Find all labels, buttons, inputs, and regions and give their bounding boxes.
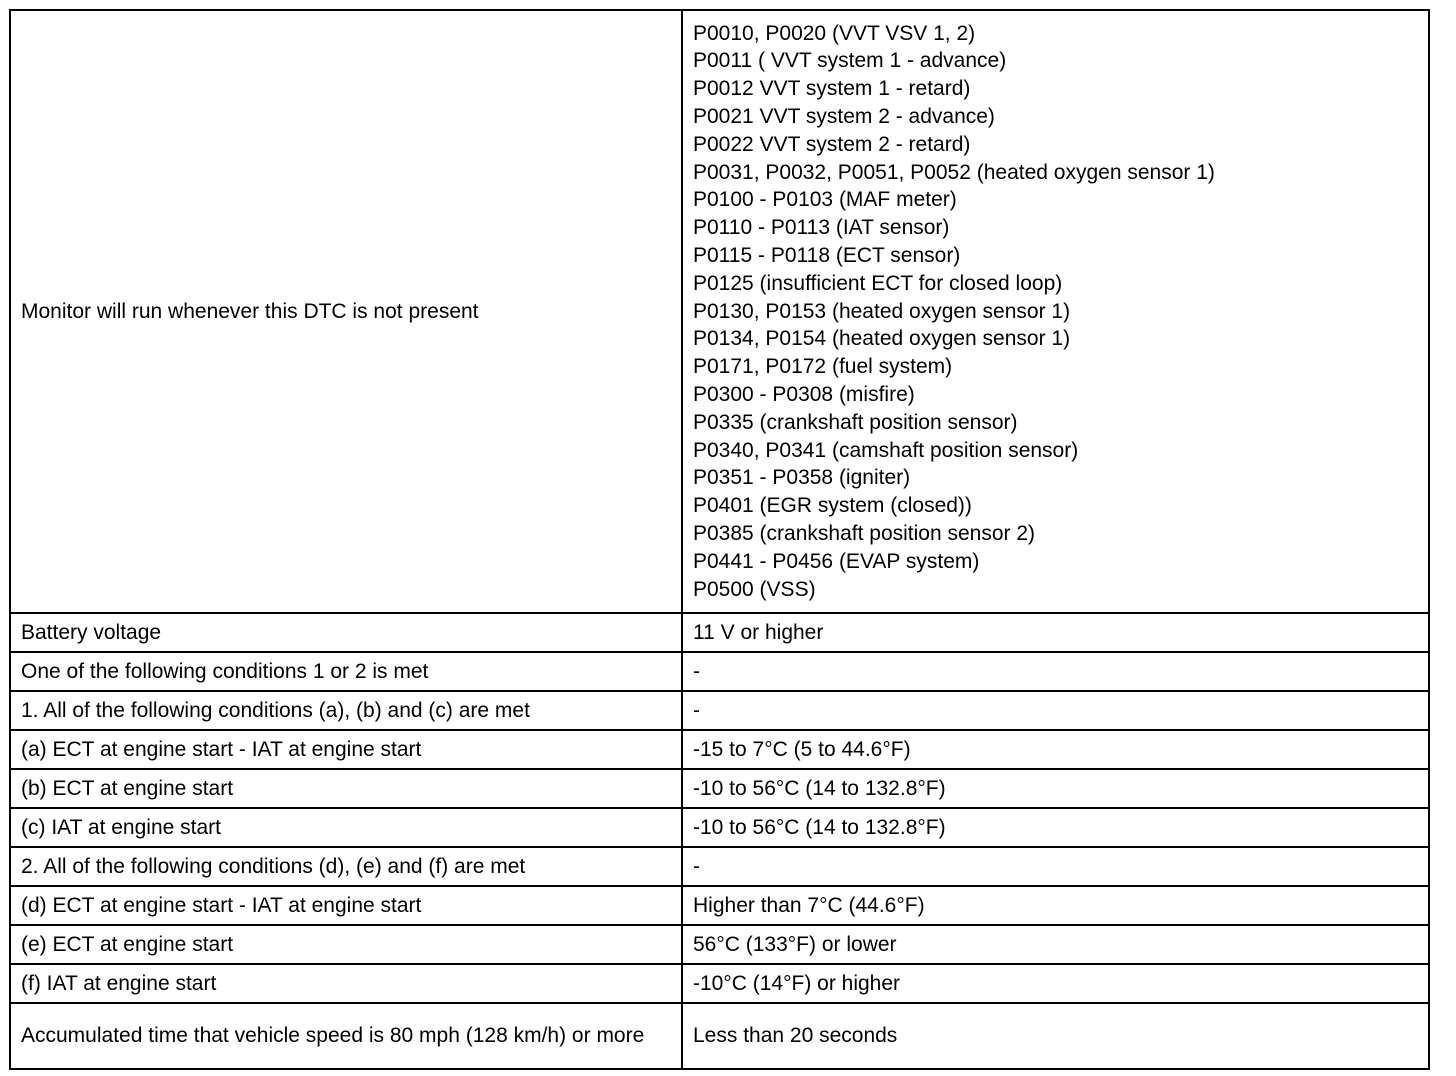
condition-value: Higher than 7°C (44.6°F) bbox=[682, 886, 1429, 925]
condition-label: (d) ECT at engine start - IAT at engine start bbox=[10, 886, 682, 925]
condition-label: One of the following conditions 1 or 2 is met bbox=[10, 652, 682, 691]
list-item: P0351 - P0358 (igniter) bbox=[693, 466, 911, 490]
condition-value: 56°C (133°F) or lower bbox=[682, 925, 1429, 964]
condition-value: -10 to 56°C (14 to 132.8°F) bbox=[682, 769, 1429, 808]
list-item: P0171, P0172 (fuel system) bbox=[693, 355, 953, 379]
condition-value bbox=[682, 10, 1429, 613]
list-item: P0335 (crankshaft position sensor) bbox=[693, 410, 1018, 434]
condition-value: -15 to 7°C (5 to 44.6°F) bbox=[682, 730, 1429, 769]
list-item: P0441 - P0456 (EVAP system) bbox=[693, 549, 980, 573]
condition-label: Monitor will run whenever this DTC is not present bbox=[10, 10, 682, 613]
list-item: P0401 (EGR system (closed)) bbox=[693, 494, 972, 518]
list-item: P0010, P0020 (VVT VSV 1, 2) bbox=[693, 21, 976, 45]
list-item: P0021 VVT system 2 - advance) bbox=[693, 105, 995, 129]
monitor-conditions-table bbox=[9, 9, 1430, 1070]
list-item: P0011 ( VVT system 1 - advance) bbox=[693, 49, 1007, 73]
list-item: P0022 VVT system 2 - retard) bbox=[693, 132, 971, 156]
list-item: P0300 - P0308 (misfire) bbox=[693, 382, 915, 406]
table-row bbox=[10, 652, 1429, 691]
condition-value: -10 to 56°C (14 to 132.8°F) bbox=[682, 808, 1429, 847]
table-row bbox=[10, 925, 1429, 964]
list-item: P0385 (crankshaft position sensor 2) bbox=[693, 521, 1036, 545]
table-row bbox=[10, 886, 1429, 925]
list-item: P0500 (VSS) bbox=[693, 577, 816, 601]
table-row bbox=[10, 1003, 1429, 1069]
condition-label: 2. All of the following conditions (d), (e) and (f) are met bbox=[10, 847, 682, 886]
condition-label: (b) ECT at engine start bbox=[10, 769, 682, 808]
list-item: P0340, P0341 (camshaft position sensor) bbox=[693, 438, 1079, 462]
table-row bbox=[10, 847, 1429, 886]
list-item: P0100 - P0103 (MAF meter) bbox=[693, 188, 957, 212]
list-item: P0012 VVT system 1 - retard) bbox=[693, 77, 971, 101]
list-item: P0110 - P0113 (IAT sensor) bbox=[693, 216, 950, 240]
list-item: P0130, P0153 (heated oxygen sensor 1) bbox=[693, 299, 1071, 323]
condition-label: Accumulated time that vehicle speed is 80 mph (128 km/h) or more bbox=[10, 1003, 682, 1069]
condition-value: Less than 20 seconds bbox=[682, 1003, 1429, 1069]
condition-value: -10°C (14°F) or higher bbox=[682, 964, 1429, 1003]
list-item: P0115 - P0118 (ECT sensor) bbox=[693, 244, 961, 267]
condition-label: 1. All of the following conditions (a), (b) and (c) are met bbox=[10, 691, 682, 730]
condition-label: (e) ECT at engine start bbox=[10, 925, 682, 964]
condition-label: (a) ECT at engine start - IAT at engine start bbox=[10, 730, 682, 769]
condition-value: - bbox=[682, 847, 1429, 886]
condition-label: Battery voltage bbox=[10, 613, 682, 652]
table-row bbox=[10, 730, 1429, 769]
condition-label: (f) IAT at engine start bbox=[10, 964, 682, 1003]
condition-value: - bbox=[682, 691, 1429, 730]
dtc-list bbox=[693, 20, 1418, 604]
condition-value: - bbox=[682, 652, 1429, 691]
table-row bbox=[10, 10, 1429, 613]
table-row bbox=[10, 964, 1429, 1003]
list-item: P0031, P0032, P0051, P0052 (heated oxygen sensor 1) bbox=[693, 160, 1215, 184]
list-item: P0134, P0154 (heated oxygen sensor 1) bbox=[693, 327, 1071, 351]
condition-value: 11 V or higher bbox=[682, 613, 1429, 652]
table-row bbox=[10, 808, 1429, 847]
condition-label: (c) IAT at engine start bbox=[10, 808, 682, 847]
table-row bbox=[10, 613, 1429, 652]
list-item: P0125 (insufficient ECT for closed loop) bbox=[693, 271, 1063, 295]
table-row bbox=[10, 769, 1429, 808]
table-row bbox=[10, 691, 1429, 730]
